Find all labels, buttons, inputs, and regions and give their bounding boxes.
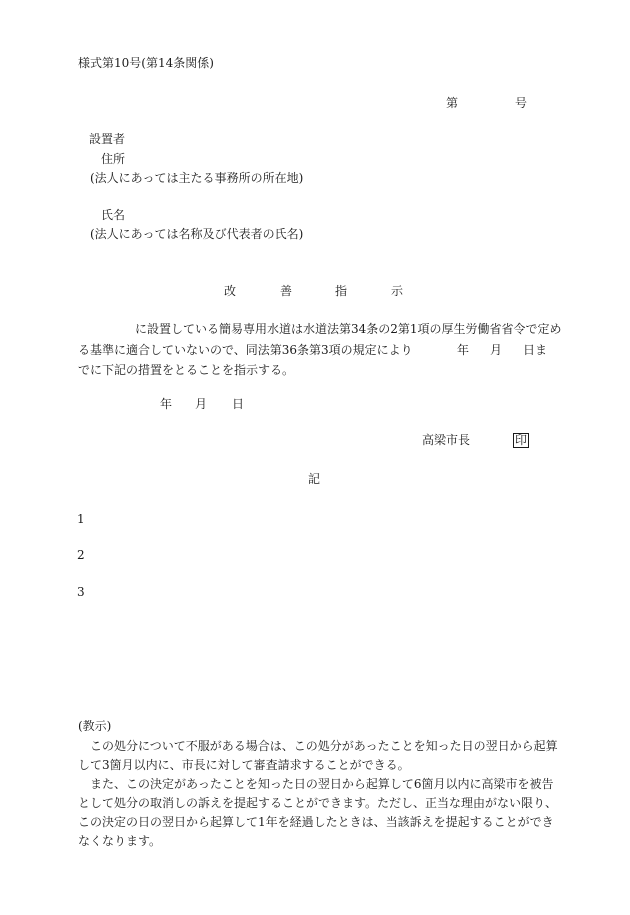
notice-p1-line2: して3箇月以内に、市長に対して審査請求することができる。 — [78, 758, 410, 772]
notice-p1-line1: この処分について不服がある場合は、この処分があったことを知った日の翌日から起算 — [90, 739, 558, 753]
date-month: 月 — [195, 397, 208, 411]
body-line-2-year: 年 — [457, 343, 470, 357]
notice-p2-line4: なくなります。 — [78, 834, 162, 848]
date-day: 日 — [232, 397, 245, 411]
title-char-1: 改 — [224, 284, 237, 298]
seal-mark: 印 — [515, 433, 528, 447]
body-line-2-day: 日ま — [523, 343, 548, 357]
address-label: 住所 — [101, 152, 126, 166]
item-1: 1 — [77, 512, 85, 526]
ki-heading: 記 — [308, 472, 321, 486]
title-char-4: 示 — [391, 284, 404, 298]
title-char-2: 善 — [280, 284, 293, 298]
name-note: (法人にあっては名称及び代表者の氏名) — [90, 227, 304, 241]
date-year: 年 — [160, 397, 173, 411]
form-number: 様式第10号(第14条関係) — [78, 56, 214, 70]
body-line-2: る基準に適合していないので、同法第36条第3項の規定により — [78, 343, 413, 357]
item-3: 3 — [77, 585, 85, 599]
number-prefix: 第 — [446, 96, 459, 110]
address-note: (法人にあっては主たる事務所の所在地) — [90, 171, 304, 185]
item-2: 2 — [77, 548, 85, 562]
body-line-3: でに下記の措置をとることを指示する。 — [78, 363, 295, 377]
name-label: 氏名 — [101, 208, 126, 222]
body-line-2-month: 月 — [490, 343, 503, 357]
number-suffix: 号 — [515, 96, 528, 110]
body-line-1: に設置している簡易専用水道は水道法第34条の2第1項の厚生労働省省令で定め — [135, 322, 562, 336]
notice-p2-line3: この決定の日の翌日から起算して1年を経過したときは、当該訴えを提起することができ — [78, 815, 554, 829]
issuer-title: 高梁市長 — [422, 433, 471, 447]
seal-stamp — [513, 433, 529, 448]
notice-heading: (教示) — [78, 719, 112, 733]
establisher-heading: 設置者 — [89, 132, 126, 146]
notice-p2-line2: として処分の取消しの訴えを提起することができます。ただし、正当な理由がない限り、 — [78, 796, 558, 810]
title-char-3: 指 — [335, 284, 348, 298]
notice-p2-line1: また、この決定があったことを知った日の翌日から起算して6箇月以内に高梁市を被告 — [90, 777, 554, 791]
